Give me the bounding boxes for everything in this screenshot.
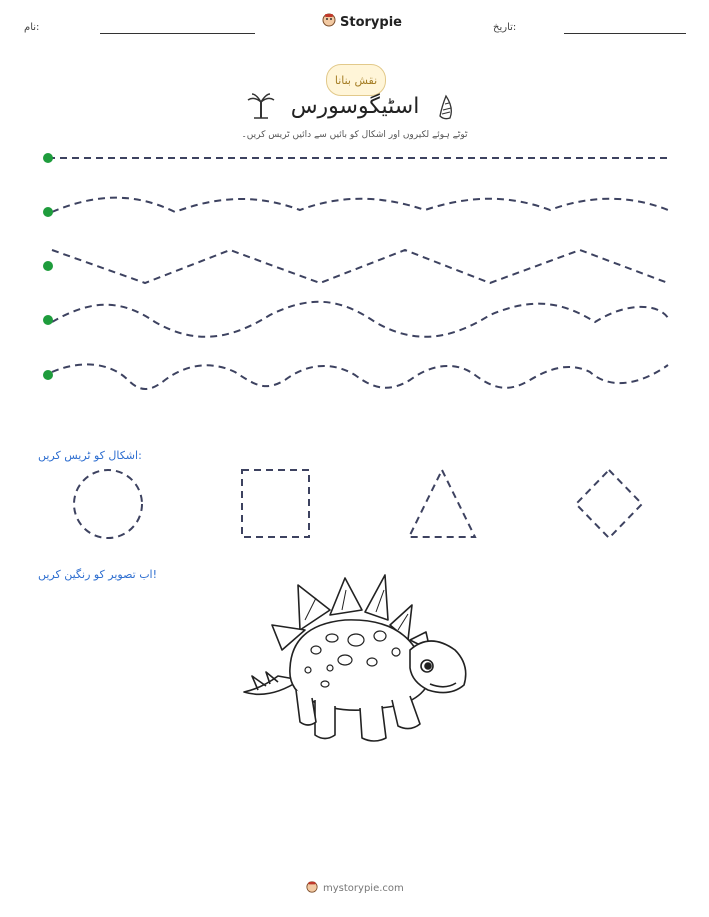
category-badge: نقش بنانا [326, 64, 386, 96]
trace-triangle [409, 470, 475, 537]
brand-name: Storypie [340, 14, 402, 30]
stegosaurus-drawing [244, 575, 466, 741]
footer-site[interactable]: mystorypie.com [323, 883, 404, 894]
start-dot-1 [43, 153, 53, 163]
trace-line-wave-3 [52, 364, 668, 389]
start-dot-2 [43, 207, 53, 217]
trace-line-wave-2 [52, 302, 668, 337]
start-dot-3 [43, 261, 53, 271]
trace-square [242, 470, 309, 537]
instructions: ٹوٹے ہوئے لکیروں اور اشکال کو بائیں سے دائیں ٹریس کریں۔ [241, 130, 468, 140]
trace-line-zigzag [52, 250, 668, 283]
coloring-heading: اب تصویر کو رنگین کریں! [38, 568, 158, 581]
storypie-logo-icon [306, 880, 318, 897]
page-title: اسٹیگوسورس [290, 94, 420, 119]
start-dot-4 [43, 315, 53, 325]
trace-line-wave-1 [52, 198, 668, 212]
start-dot-5 [43, 370, 53, 380]
shapes-heading: اشکال کو ٹریس کریں: [38, 449, 142, 462]
date-label: تاریخ: [493, 22, 517, 33]
trace-circle [74, 470, 142, 538]
trace-diamond [576, 470, 642, 538]
name-label: نام: [24, 22, 40, 33]
footer [306, 880, 404, 897]
